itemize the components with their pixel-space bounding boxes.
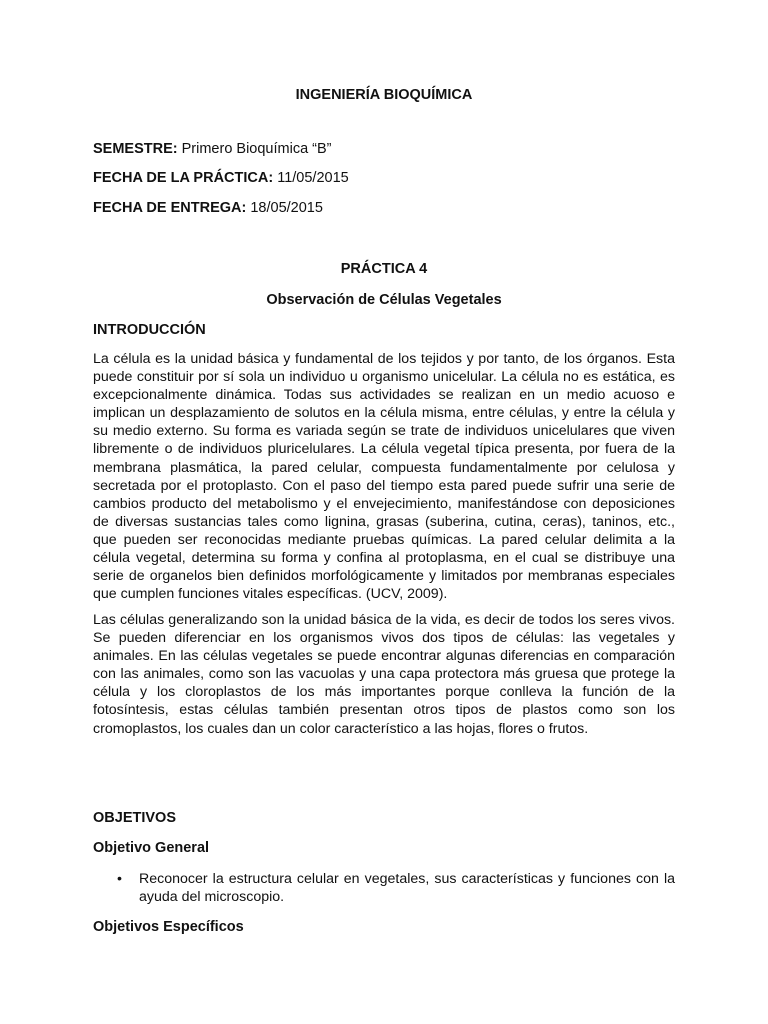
practice-date-value: 11/05/2015 xyxy=(273,170,349,186)
practice-title: Observación de Células Vegetales xyxy=(266,292,502,308)
specific-objectives-heading: Objetivos Específicos xyxy=(93,919,244,935)
career-title: INGENIERÍA BIOQUÍMICA xyxy=(295,87,473,103)
general-objective-text: Reconocer la estructura celular en vegetales, sus características y funciones con la ayuda del microscopio. xyxy=(139,871,675,906)
practice-date-field xyxy=(93,169,349,187)
delivery-date-value: 18/05/2015 xyxy=(246,200,323,216)
practice-number: PRÁCTICA 4 xyxy=(340,261,428,277)
introduction-paragraph-2: Las células generalizando son la unidad básica de la vida, es decir de todos los seres vivos. Se pueden diferenciar en los organismos vivos dos tipos de células: las vegetales y animales. En las células vegetales se puede encontrar algunas diferencias en comparación con las animales, como son las vacuolas y una capa protectora más gruesa que protege la célula y los cloroplastos de los más importantes porque conlleva la función de la fotosíntesis, estas células también presentan otros tipos de plastos como son los cromoplastos, los cuales dan un color característico a las hojas, flores o frutos. xyxy=(93,612,675,737)
practice-date-label: FECHA DE LA PRÁCTICA: xyxy=(93,170,274,186)
delivery-date-field xyxy=(93,199,323,217)
semester-label: SEMESTRE: xyxy=(93,141,178,157)
delivery-date-label: FECHA DE ENTREGA: xyxy=(93,200,247,216)
introduction-heading: INTRODUCCIÓN xyxy=(93,322,206,338)
objectives-heading: OBJETIVOS xyxy=(93,810,176,826)
bullet-icon: • xyxy=(117,871,122,887)
introduction-paragraph-1: La célula es la unidad básica y fundamental de los tejidos y por tanto, de los órganos. Esta puede constituir por sí sola un individuo u organismo unicelular. La célula no es estática, es excepcionalmente dinámica. Todas sus actividades se realizan en un medio acuoso e implican un desplazamiento de solutos en la célula misma, entre células, y entre la célula y su medio externo. Su forma es variada según se trate de individuos unicelulares que viven libremente o de individuos pluricelulares. La célula vegetal típica presenta, por fuera de la membrana plasmática, la pared celular, compuesta fundamentalmente por celulosa y secretada por el protoplasto. Con el paso del tiempo esta pared puede sufrir una serie de cambios producto del metabolismo y el envejecimiento, manifestándose con deposiciones de diversas sustancias tales como lignina, grasas (suberina, cutina, ceras), taninos, etc., que pueden ser reconocidas mediante pruebas químicas. La pared celular delimita a la célula vegetal, determina su forma y confina al protoplasma, en el cual se distribuye una serie de organelos bien definidos morfológicamente y limitados por membranas especiales que cumplen funciones vitales específicas. (UCV, 2009). xyxy=(93,351,675,603)
semester-value: Primero Bioquímica “B” xyxy=(177,141,332,157)
general-objective-heading: Objetivo General xyxy=(93,840,210,856)
semester-field xyxy=(93,140,332,158)
